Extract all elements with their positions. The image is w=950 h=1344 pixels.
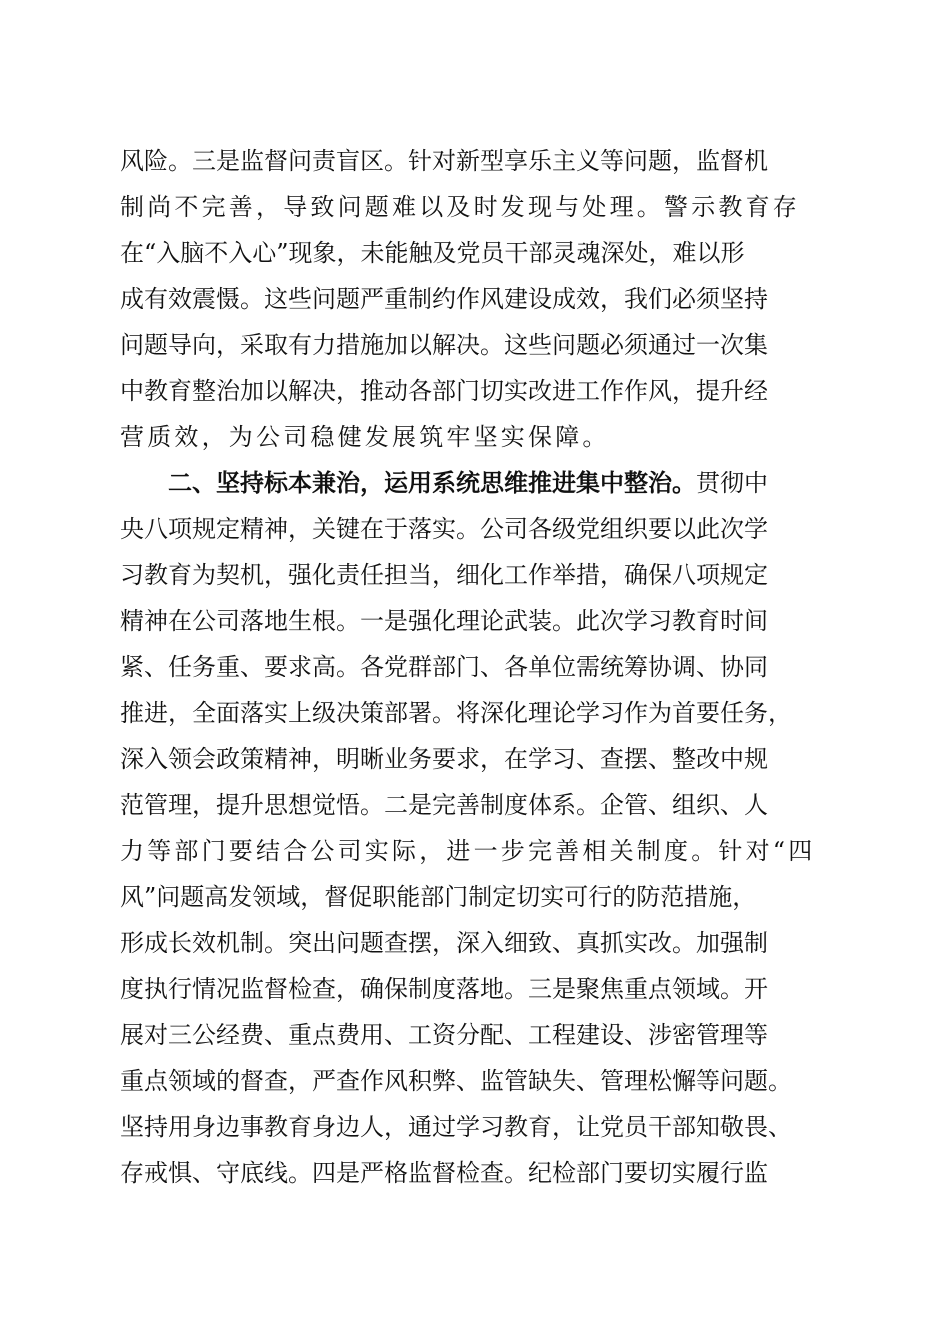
paragraph-line: 问题导向，采取有力措施加以解决。这些问题必须通过一次集 xyxy=(120,331,768,359)
paragraph-line: 存戒惧、守底线。四是严格监督检查。纪检部门要切实履行监 xyxy=(120,1159,768,1187)
paragraph-line: 央八项规定精神，关键在于落实。公司各级党组织要以此次学 xyxy=(120,515,768,543)
paragraph-line: 成有效震慑。这些问题严重制约作风建设成效，我们必须坚持 xyxy=(120,285,768,313)
paragraph-line: 力等部门要结合公司实际，进一步完善相关制度。针对“四 xyxy=(120,837,816,865)
paragraph-line: 范管理，提升思想觉悟。二是完善制度体系。企管、组织、人 xyxy=(120,791,768,819)
paragraph-line: 中教育整治加以解决，推动各部门切实改进工作作风，提升经 xyxy=(120,377,768,405)
paragraph-line: 重点领域的督查，严查作风积弊、监管缺失、管理松懈等问题。 xyxy=(120,1067,792,1095)
paragraph-line: 营质效，为公司稳健发展筑牢坚实保障。 xyxy=(120,423,610,451)
section-heading-line xyxy=(168,468,768,498)
paragraph-line: 深入领会政策精神，明晰业务要求，在学习、查摆、整改中规 xyxy=(120,745,768,773)
paragraph-line: 精神在公司落地生根。一是强化理论武装。此次学习教育时间 xyxy=(120,607,768,635)
paragraph-line: 制尚不完善，导致问题难以及时发现与处理。警示教育存 xyxy=(120,193,800,221)
paragraph-line: 度执行情况监督检查，确保制度落地。三是聚焦重点领域。开 xyxy=(120,975,768,1003)
paragraph-line: 紧、任务重、要求高。各党群部门、各单位需统筹协调、协同 xyxy=(120,653,768,681)
heading-continuation: 贯彻中 xyxy=(696,469,768,497)
paragraph-line: 展对三公经费、重点费用、工资分配、工程建设、涉密管理等 xyxy=(120,1021,768,1049)
paragraph-line: 在“入脑不入心”现象，未能触及党员干部灵魂深处，难以形 xyxy=(120,239,745,267)
paragraph-line: 风险。三是监督问责盲区。针对新型享乐主义等问题，监督机 xyxy=(120,147,768,175)
paragraph-line: 习教育为契机，强化责任担当，细化工作举措，确保八项规定 xyxy=(120,561,768,589)
paragraph-line: 形成长效机制。突出问题查摆，深入细致、真抓实改。加强制 xyxy=(120,929,768,957)
section-heading: 二、坚持标本兼治，运用系统思维推进集中整治。 xyxy=(168,468,696,497)
paragraph-line: 风”问题高发领域，督促职能部门制定切实可行的防范措施， xyxy=(120,883,757,911)
paragraph-line: 推进，全面落实上级决策部署。将深化理论学习作为首要任务， xyxy=(120,699,792,727)
paragraph-line: 坚持用身边事教育身边人，通过学习教育，让党员干部知敬畏、 xyxy=(120,1113,792,1141)
